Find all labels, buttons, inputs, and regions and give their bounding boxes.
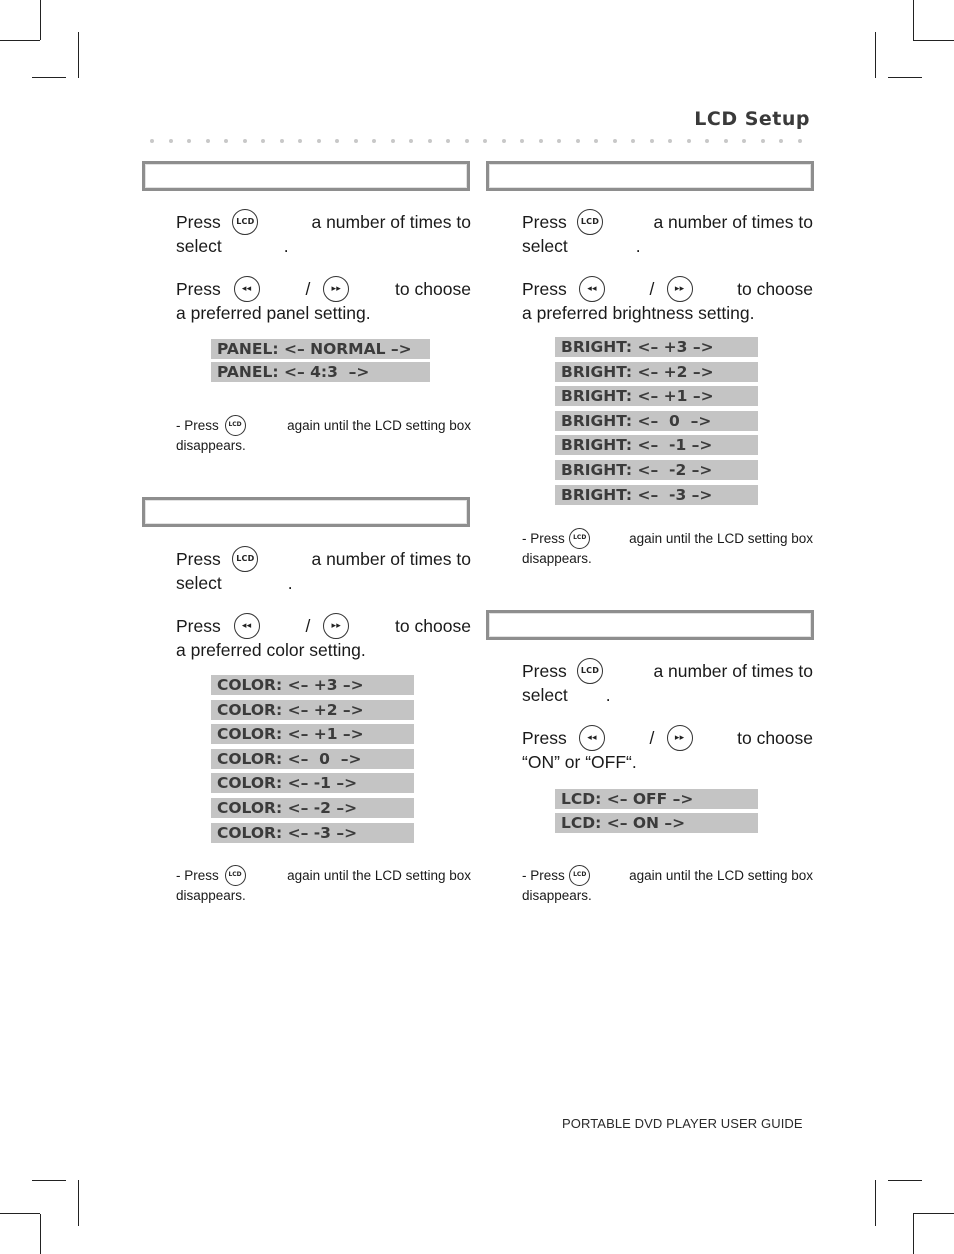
bright-option: BRIGHT: <– +1 –>: [555, 386, 758, 406]
divider-dot: [150, 139, 154, 143]
divider-dot: [243, 139, 247, 143]
divider-dot: [520, 139, 524, 143]
lcd-button-icon: LCD: [577, 658, 603, 684]
slash-text: /: [305, 615, 311, 636]
crop-mark: [40, 1214, 41, 1254]
lcd-step1-line2: [522, 685, 611, 706]
rewind-icon: ◂◂: [579, 276, 605, 302]
lcd-section-header: [486, 610, 814, 640]
color-option: COLOR: <– +2 –>: [211, 700, 414, 720]
rewind-icon: ◂◂: [234, 276, 260, 302]
bright-option: BRIGHT: <– +3 –>: [555, 337, 758, 357]
press-text: Press: [176, 615, 221, 636]
color-step1-line1: [176, 547, 471, 571]
panel-option: PANEL: <– NORMAL –>: [211, 339, 430, 359]
crop-mark: [78, 32, 79, 78]
divider-dot: [483, 139, 487, 143]
bright-choose-desc: a preferred brightness setting.: [522, 303, 755, 323]
period-text: .: [635, 236, 641, 256]
divider-dot: [187, 139, 191, 143]
note-again-text: again until the LCD setting box: [629, 530, 813, 546]
press-text: Press: [176, 278, 221, 299]
crop-mark: [32, 77, 66, 78]
bright-option: BRIGHT: <– -1 –>: [555, 435, 758, 455]
to-choose-text: to choose: [395, 615, 471, 636]
divider-dot: [687, 139, 691, 143]
fast-forward-icon: ▸▸: [323, 276, 349, 302]
panel-step2-line1: [176, 277, 471, 301]
bright-step2-line1: [522, 277, 813, 301]
note-disappears-text: disappears.: [522, 551, 592, 566]
times-text: a number of times to: [653, 211, 813, 232]
note-again-text: again until the LCD setting box: [287, 867, 471, 883]
color-section-title: [145, 500, 467, 508]
divider-dot: [335, 139, 339, 143]
press-text: Press: [522, 211, 567, 232]
rewind-icon: ◂◂: [579, 725, 605, 751]
bright-step1-line2: [522, 236, 641, 257]
lcd-step2-line1: [522, 726, 813, 750]
crop-mark: [0, 1213, 40, 1214]
period-text: .: [605, 685, 611, 705]
divider-dot: [539, 139, 543, 143]
divider-dot: [613, 139, 617, 143]
lcd-button-icon: LCD: [569, 528, 590, 549]
lcd-step1-line1: [522, 659, 813, 683]
fast-forward-icon: ▸▸: [667, 725, 693, 751]
press-text: Press: [522, 727, 567, 748]
slash-text: /: [305, 278, 311, 299]
crop-mark: [875, 1180, 876, 1226]
bright-section-header: [486, 161, 814, 191]
fast-forward-icon: ▸▸: [323, 613, 349, 639]
times-text: a number of times to: [653, 660, 813, 681]
bright-option: BRIGHT: <– +2 –>: [555, 362, 758, 382]
press-text: Press: [176, 211, 221, 232]
color-option: COLOR: <– -3 –>: [211, 823, 414, 843]
press-text: Press: [522, 278, 567, 299]
panel-step1-line1: [176, 210, 471, 234]
crop-mark: [888, 77, 922, 78]
press-text: Press: [176, 548, 221, 569]
divider-dot: [169, 139, 173, 143]
divider-dot: [224, 139, 228, 143]
select-text: select: [176, 573, 222, 593]
lcd-button-icon: LCD: [225, 865, 246, 886]
crop-mark: [0, 40, 40, 41]
divider-dot: [798, 139, 802, 143]
divider-dot: [298, 139, 302, 143]
note-press-text: - Press: [176, 867, 219, 883]
bright-option: BRIGHT: <– 0 –>: [555, 411, 758, 431]
crop-mark: [913, 0, 914, 40]
divider-dot: [742, 139, 746, 143]
divider-dot: [428, 139, 432, 143]
crop-mark: [40, 0, 41, 40]
divider-dot: [206, 139, 210, 143]
panel-choose-desc: a preferred panel setting.: [176, 303, 371, 323]
lcd-option: LCD: <– OFF –>: [555, 789, 758, 809]
bright-option: BRIGHT: <– -2 –>: [555, 460, 758, 480]
bright-note: [522, 527, 813, 566]
times-text: a number of times to: [311, 211, 471, 232]
divider-dot: [502, 139, 506, 143]
panel-section-title: [145, 164, 467, 172]
note-again-text: again until the LCD setting box: [629, 867, 813, 883]
divider-dot: [446, 139, 450, 143]
crop-mark: [913, 1213, 954, 1214]
divider-dot: [391, 139, 395, 143]
select-text: select: [522, 236, 568, 256]
divider-dot: [317, 139, 321, 143]
crop-mark: [78, 1180, 79, 1226]
note-disappears-text: disappears.: [522, 888, 592, 903]
color-section-header: [142, 497, 470, 527]
divider-dot: [261, 139, 265, 143]
panel-section-header: [142, 161, 470, 191]
divider-dot: [576, 139, 580, 143]
divider-dot: [372, 139, 376, 143]
divider-dot: [650, 139, 654, 143]
crop-mark: [888, 1180, 922, 1181]
lcd-button-icon: LCD: [232, 546, 258, 572]
divider-dot: [705, 139, 709, 143]
panel-option: PANEL: <– 4:3 –>: [211, 362, 430, 382]
divider-dot: [409, 139, 413, 143]
to-choose-text: to choose: [737, 278, 813, 299]
lcd-button-icon: LCD: [569, 865, 590, 886]
times-text: a number of times to: [311, 548, 471, 569]
color-option: COLOR: <– +3 –>: [211, 675, 414, 695]
select-text: select: [176, 236, 222, 256]
select-text: select: [522, 685, 568, 705]
divider-dot: [779, 139, 783, 143]
period-text: .: [283, 236, 289, 256]
crop-mark: [875, 32, 876, 78]
note-disappears-text: disappears.: [176, 438, 246, 453]
note-press-text: - Press: [522, 867, 565, 883]
color-choose-desc: a preferred color setting.: [176, 640, 366, 660]
divider-dot: [761, 139, 765, 143]
lcd-button-icon: LCD: [225, 415, 246, 436]
slash-text: /: [649, 727, 655, 748]
divider-dot: [557, 139, 561, 143]
lcd-section-title: [489, 613, 811, 621]
bright-step1-line1: [522, 210, 813, 234]
divider-dot: [631, 139, 635, 143]
bright-option: BRIGHT: <– -3 –>: [555, 485, 758, 505]
to-choose-text: to choose: [737, 727, 813, 748]
color-option: COLOR: <– -2 –>: [211, 798, 414, 818]
bright-section-title: [489, 164, 811, 172]
footer-text: PORTABLE DVD PLAYER USER GUIDE: [562, 1116, 803, 1131]
rewind-icon: ◂◂: [234, 613, 260, 639]
fast-forward-icon: ▸▸: [667, 276, 693, 302]
color-option: COLOR: <– +1 –>: [211, 724, 414, 744]
to-choose-text: to choose: [395, 278, 471, 299]
crop-mark: [913, 40, 954, 41]
press-text: Press: [522, 660, 567, 681]
note-press-text: - Press: [176, 417, 219, 433]
slash-text: /: [649, 278, 655, 299]
lcd-choose-desc: “ON” or “OFF“.: [522, 752, 637, 772]
lcd-note: [522, 864, 813, 903]
panel-step1-line2: [176, 236, 289, 257]
color-note: [176, 864, 471, 903]
panel-note: [176, 414, 471, 453]
dotted-divider: [148, 137, 814, 145]
color-step2-line1: [176, 614, 471, 638]
divider-dot: [354, 139, 358, 143]
lcd-button-icon: LCD: [577, 209, 603, 235]
note-press-text: - Press: [522, 530, 565, 546]
page-title: LCD Setup: [694, 108, 810, 130]
period-text: .: [287, 573, 293, 593]
color-option: COLOR: <– 0 –>: [211, 749, 414, 769]
crop-mark: [913, 1214, 914, 1254]
lcd-option: LCD: <– ON –>: [555, 813, 758, 833]
color-step1-line2: [176, 573, 293, 594]
note-disappears-text: disappears.: [176, 888, 246, 903]
color-option: COLOR: <– -1 –>: [211, 773, 414, 793]
divider-dot: [594, 139, 598, 143]
lcd-button-icon: LCD: [232, 209, 258, 235]
divider-dot: [668, 139, 672, 143]
divider-dot: [465, 139, 469, 143]
crop-mark: [32, 1180, 66, 1181]
divider-dot: [280, 139, 284, 143]
note-again-text: again until the LCD setting box: [287, 417, 471, 433]
divider-dot: [724, 139, 728, 143]
